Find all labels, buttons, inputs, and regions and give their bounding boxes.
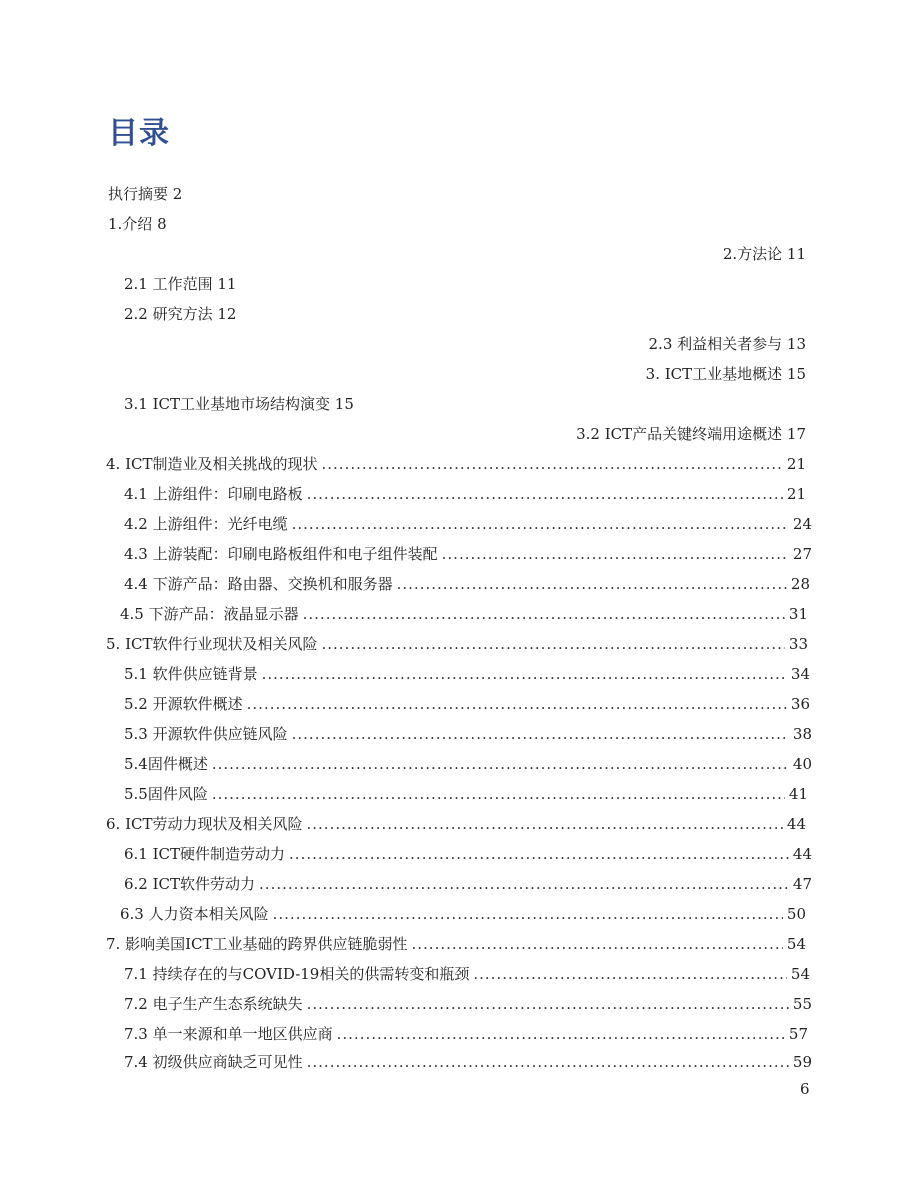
toc-entry-market-structure[interactable] xyxy=(124,392,354,416)
dot-leader xyxy=(412,932,783,956)
toc-entry-label: 4.5 下游产品：液晶显示器 xyxy=(120,605,299,623)
toc-entry-text: 2.2 研究方法 12 xyxy=(124,305,237,323)
toc-entry-label: 6. ICT劳动力现状及相关风险 xyxy=(106,815,303,833)
dot-leader xyxy=(273,902,783,926)
toc-entry-page: 21 xyxy=(786,455,806,473)
toc-entry-label: 4.1 上游组件：印刷电路板 xyxy=(124,485,303,503)
toc-entry-research-method[interactable] xyxy=(124,302,236,326)
dot-leader xyxy=(322,452,783,476)
toc-entry-page: 21 xyxy=(786,485,806,503)
toc-entry-6-1[interactable] xyxy=(124,842,812,866)
dot-leader xyxy=(307,992,789,1016)
toc-entry-text: 3. ICT工业基地概述 15 xyxy=(645,365,806,383)
toc-entry-scope[interactable] xyxy=(124,272,236,296)
dot-leader xyxy=(442,542,789,566)
toc-entry-executive-summary[interactable] xyxy=(108,182,182,206)
toc-entry-page: 54 xyxy=(786,935,806,953)
toc-entry-5-4[interactable] xyxy=(124,752,812,776)
toc-entry-label: 5.5固件风险 xyxy=(124,785,208,803)
toc-entry-label: 6.3 人力资本相关风险 xyxy=(120,905,269,923)
dot-leader xyxy=(307,1050,789,1074)
toc-entry-ict-base-overview[interactable] xyxy=(500,362,806,386)
dot-leader xyxy=(307,812,783,836)
toc-entry-introduction[interactable] xyxy=(108,212,167,236)
toc-entry-5[interactable] xyxy=(106,632,808,656)
toc-entry-4-2[interactable] xyxy=(124,512,812,536)
toc-entry-label: 5.4固件概述 xyxy=(124,755,208,773)
toc-entry-label: 4.4 下游产品：路由器、交换机和服务器 xyxy=(124,575,393,593)
toc-entry-methodology[interactable] xyxy=(500,242,806,266)
toc-entry-4-5[interactable] xyxy=(120,602,808,626)
dot-leader xyxy=(473,962,787,986)
toc-entry-page: 40 xyxy=(792,755,812,773)
toc-heading: 目录 xyxy=(108,116,170,151)
dot-leader xyxy=(337,1022,785,1046)
toc-entry-end-uses[interactable] xyxy=(450,422,806,446)
toc-entry-6[interactable] xyxy=(106,812,806,836)
toc-entry-5-3[interactable] xyxy=(124,722,812,746)
toc-entry-page: 59 xyxy=(792,1053,812,1071)
toc-entry-text: 2.方法论 11 xyxy=(722,245,806,263)
toc-entry-label: 7.3 单一来源和单一地区供应商 xyxy=(124,1025,333,1043)
toc-entry-4[interactable] xyxy=(106,452,806,476)
dot-leader xyxy=(397,572,787,596)
dot-leader xyxy=(212,782,785,806)
toc-entry-page: 34 xyxy=(790,665,810,683)
toc-entry-label: 7.4 初级供应商缺乏可见性 xyxy=(124,1053,303,1071)
dot-leader xyxy=(289,842,789,866)
toc-entry-5-2[interactable] xyxy=(124,692,810,716)
toc-entry-text: 2.1 工作范围 11 xyxy=(124,275,237,293)
toc-entry-page: 47 xyxy=(792,875,812,893)
toc-entry-label: 5.2 开源软件概述 xyxy=(124,695,243,713)
toc-entry-label: 7.2 电子生产生态系统缺失 xyxy=(124,995,303,1013)
toc-entry-7-2[interactable] xyxy=(124,992,812,1016)
dot-leader xyxy=(303,602,785,626)
toc-entry-stakeholders[interactable] xyxy=(500,332,806,356)
toc-entry-page: 54 xyxy=(790,965,810,983)
toc-entry-text: 3.2 ICT产品关键终端用途概述 17 xyxy=(576,425,806,443)
toc-entry-label: 7.1 持续存在的与COVID-19相关的供需转变和瓶颈 xyxy=(124,965,470,983)
toc-entry-page: 57 xyxy=(788,1025,808,1043)
toc-entry-page: 24 xyxy=(792,515,812,533)
dot-leader xyxy=(212,752,789,776)
toc-entry-label: 7. 影响美国ICT工业基础的跨界供应链脆弱性 xyxy=(106,935,408,953)
dot-leader xyxy=(307,482,783,506)
dot-leader xyxy=(262,662,787,686)
toc-entry-7-3[interactable] xyxy=(124,1022,808,1046)
toc-entry-label: 5. ICT软件行业现状及相关风险 xyxy=(106,635,318,653)
toc-entry-label: 5.1 软件供应链背景 xyxy=(124,665,258,683)
dot-leader xyxy=(259,872,789,896)
dot-leader xyxy=(292,722,789,746)
toc-entry-7-4[interactable] xyxy=(124,1050,812,1074)
toc-entry-5-1[interactable] xyxy=(124,662,810,686)
dot-leader xyxy=(322,632,785,656)
toc-entry-text: 执行摘要 2 xyxy=(108,185,183,203)
toc-entry-label: 4. ICT制造业及相关挑战的现状 xyxy=(106,455,318,473)
toc-entry-page: 44 xyxy=(786,815,806,833)
toc-entry-page: 31 xyxy=(788,605,808,623)
toc-entry-label: 4.3 上游装配：印刷电路板组件和电子组件装配 xyxy=(124,545,438,563)
toc-entry-text: 3.1 ICT工业基地市场结构演变 15 xyxy=(124,395,354,413)
toc-entry-4-4[interactable] xyxy=(124,572,810,596)
toc-entry-6-2[interactable] xyxy=(124,872,812,896)
toc-entry-page: 27 xyxy=(792,545,812,563)
toc-entry-label: 5.3 开源软件供应链风险 xyxy=(124,725,288,743)
toc-entry-page: 44 xyxy=(792,845,812,863)
toc-entry-label: 4.2 上游组件：光纤电缆 xyxy=(124,515,288,533)
toc-entry-page: 55 xyxy=(792,995,812,1013)
toc-entry-page: 36 xyxy=(790,695,810,713)
toc-entry-7-1[interactable] xyxy=(124,962,810,986)
toc-entry-page: 50 xyxy=(786,905,806,923)
toc-entry-4-1[interactable] xyxy=(124,482,806,506)
page-number: 6 xyxy=(800,1080,810,1098)
toc-entry-page: 28 xyxy=(790,575,810,593)
toc-entry-5-5[interactable] xyxy=(124,782,808,806)
toc-entry-text: 2.3 利益相关者参与 13 xyxy=(648,335,806,353)
toc-entry-text: 1.介绍 8 xyxy=(108,215,167,233)
dot-leader xyxy=(247,692,787,716)
dot-leader xyxy=(292,512,789,536)
toc-entry-label: 6.1 ICT硬件制造劳动力 xyxy=(124,845,286,863)
toc-entry-page: 41 xyxy=(788,785,808,803)
toc-entry-page: 33 xyxy=(788,635,808,653)
toc-entry-4-3[interactable] xyxy=(124,542,812,566)
toc-entry-6-3[interactable] xyxy=(120,902,806,926)
toc-entry-label: 6.2 ICT软件劳动力 xyxy=(124,875,256,893)
toc-entry-page: 38 xyxy=(792,725,812,743)
toc-entry-7[interactable] xyxy=(106,932,806,956)
